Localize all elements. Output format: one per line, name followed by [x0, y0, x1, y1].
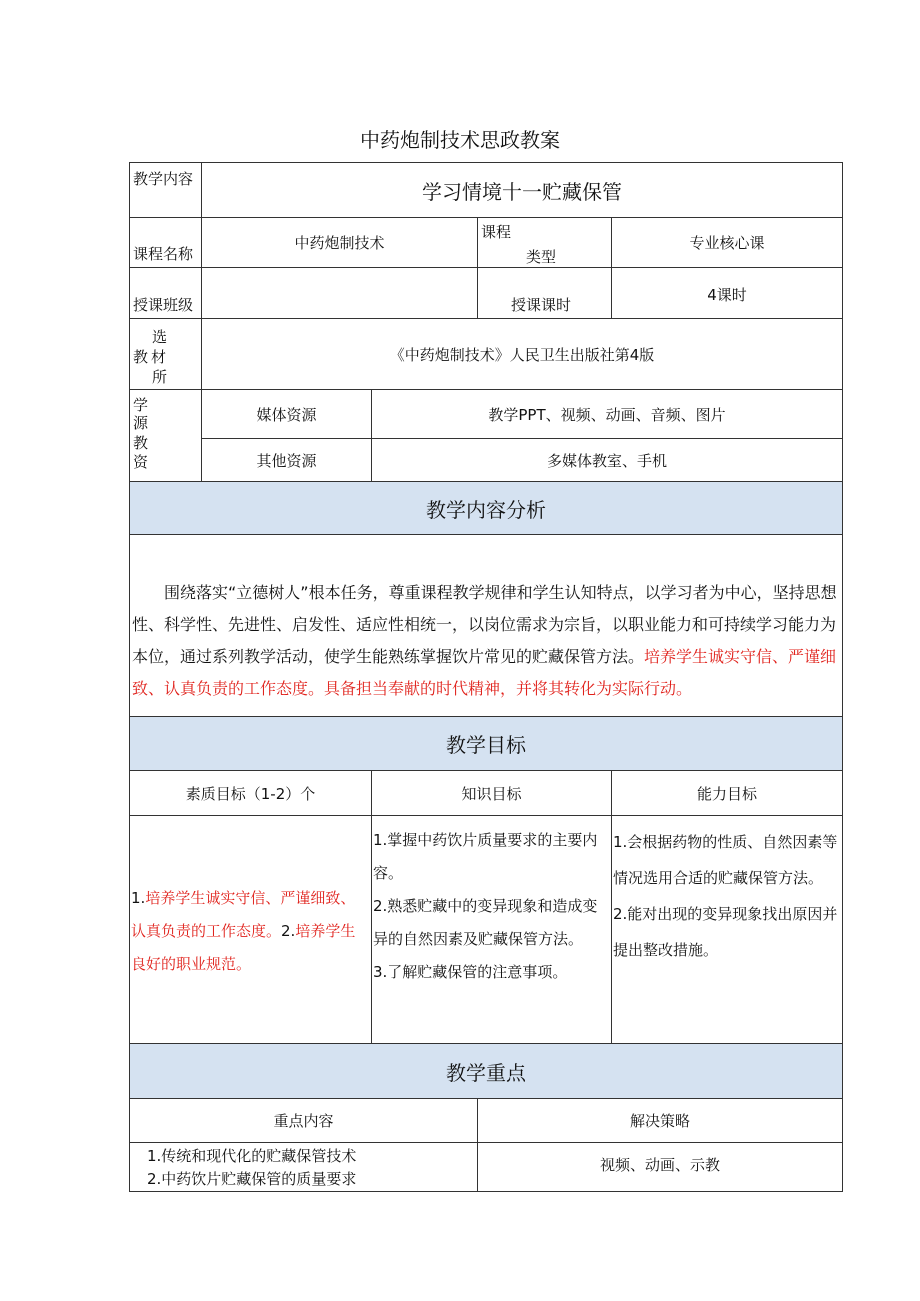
- quality-header-cell: [129, 770, 372, 816]
- key-strategy-header: 解决策略: [629, 1112, 690, 1130]
- knowledge-objectives-cell: [371, 815, 612, 1044]
- knowledge-list: [373, 824, 609, 989]
- knowledge-header-cell: [371, 770, 612, 816]
- objectives-heading-cell: [129, 716, 843, 771]
- objectives-heading: 教学目标: [446, 733, 526, 757]
- quality-objectives-cell: [129, 815, 372, 1044]
- analysis-heading: 教学内容分析: [426, 497, 546, 522]
- quality-text-2: 培养学生良好的职业规范。: [131, 922, 356, 973]
- analysis-text-black: 围绕落实“立德树人”根本任务，尊重课程教学规律和学生认知特点，以学习者为中心，坚持思想性、科学性、先进性、启发性、适应性相统一，以岗位需求为宗旨，以职业能力和可持续学习能力为本位，通过系列教学活动，使学生能熟练掌握饮片常见的贮藏保管方法。: [132, 583, 837, 666]
- other-value-cell: [371, 438, 843, 482]
- knowledge-item: 3.了解贮藏保管的注意事项。: [373, 963, 568, 981]
- key-strategy-header-cell: [477, 1098, 843, 1143]
- course-type-label-2: 类型: [526, 248, 557, 266]
- analysis-heading-cell: [129, 481, 843, 535]
- textbook-label-3: 所: [152, 368, 168, 386]
- key-content-cell: [129, 1142, 478, 1192]
- course-name-value: 中药炮制技术: [294, 234, 385, 252]
- course-type-value-cell: [611, 217, 843, 268]
- textbook-value-cell: [201, 318, 843, 390]
- ability-header-cell: [611, 770, 843, 816]
- other-label-cell: [201, 438, 372, 482]
- media-label-cell: [201, 389, 372, 439]
- media-value-cell: [371, 389, 843, 439]
- key-content-header: 重点内容: [273, 1112, 334, 1130]
- class-value-cell[interactable]: [201, 267, 478, 319]
- resources-label-cell: [129, 389, 202, 482]
- key-points-heading-cell: [129, 1043, 843, 1099]
- course-name-value-cell: [201, 217, 478, 268]
- class-label-cell: [129, 267, 202, 319]
- quality-text-1: 培养学生诚实守信、严谨细致、认真负责的工作态度。: [131, 889, 356, 940]
- quality-header: 素质目标（1-2）个: [185, 784, 316, 803]
- knowledge-item: 2.熟悉贮藏中的变异现象和造成变异的自然因素及贮藏保管方法。: [373, 897, 598, 948]
- content-label-cell: [129, 162, 202, 218]
- hours-label-cell: [477, 267, 612, 319]
- document-title: 中药炮制技术思政教案: [360, 128, 560, 152]
- media-value: 教学PPT、视频、动画、音频、图片: [488, 405, 726, 424]
- quality-objectives-text: [131, 882, 369, 981]
- key-strategy-cell: [477, 1142, 843, 1192]
- textbook-label-1: 选: [152, 328, 168, 346]
- key-points-heading: 教学重点: [446, 1060, 526, 1085]
- other-label: 其他资源: [256, 451, 317, 470]
- ability-item: 2.能对出现的变异现象找出原因并提出整改措施。: [613, 905, 838, 959]
- course-name-label-cell: [129, 217, 202, 268]
- resources-char-4: 资: [133, 453, 149, 471]
- resources-char-2: 源: [133, 414, 149, 432]
- key-content-item: 2.中药饮片贮藏保管的质量要求: [147, 1170, 357, 1188]
- knowledge-header: 知识目标: [461, 784, 522, 803]
- ability-item: 1.会根据药物的性质、自然因素等情况选用合适的贮藏保管方法。: [613, 833, 838, 887]
- ability-header: 能力目标: [696, 784, 757, 803]
- hours-label: 授课课时: [511, 296, 572, 314]
- key-content-list: [147, 1145, 356, 1191]
- content-value-cell: [201, 162, 843, 218]
- content-label: 教学内容: [133, 170, 194, 188]
- key-content-item: 1.传统和现代化的贮藏保管技术: [147, 1147, 357, 1165]
- course-type-label-1: 课程: [481, 223, 512, 241]
- analysis-text-red: 培养学生诚实守信、严谨细致、认真负责的工作态度。具备担当奉献的时代精神，并将其转化为实际行动。: [132, 647, 837, 698]
- other-value: 多媒体教室、手机: [546, 451, 667, 470]
- quality-num-1: 1.: [131, 889, 146, 907]
- knowledge-item: 1.掌握中药饮片质量要求的主要内容。: [373, 831, 598, 882]
- hours-value-cell: [611, 267, 843, 319]
- course-name-label: 课程名称: [133, 245, 194, 263]
- analysis-body-cell: [129, 534, 843, 717]
- course-type-value: 专业核心课: [689, 234, 765, 252]
- textbook-label-cell: [129, 318, 202, 390]
- key-content-header-cell: [129, 1098, 478, 1143]
- resources-char-3: 教: [133, 434, 149, 452]
- textbook-label-2: 教材: [133, 348, 170, 366]
- hours-value: 4课时: [707, 286, 747, 304]
- course-type-label-cell: [477, 217, 612, 268]
- ability-objectives-cell: [611, 815, 843, 1044]
- textbook-value: 《中药炮制技术》人民卫生出版社第4版: [389, 345, 655, 364]
- quality-num-2: 2.: [281, 922, 296, 940]
- resources-char-1: 学: [133, 396, 149, 414]
- class-label: 授课班级: [133, 296, 194, 314]
- content-value: 学习情境十一贮藏保管: [422, 179, 622, 204]
- media-label: 媒体资源: [256, 405, 317, 424]
- analysis-paragraph: [130, 577, 844, 705]
- ability-list: [613, 824, 839, 968]
- key-strategy-value: 视频、动画、示教: [599, 1156, 720, 1174]
